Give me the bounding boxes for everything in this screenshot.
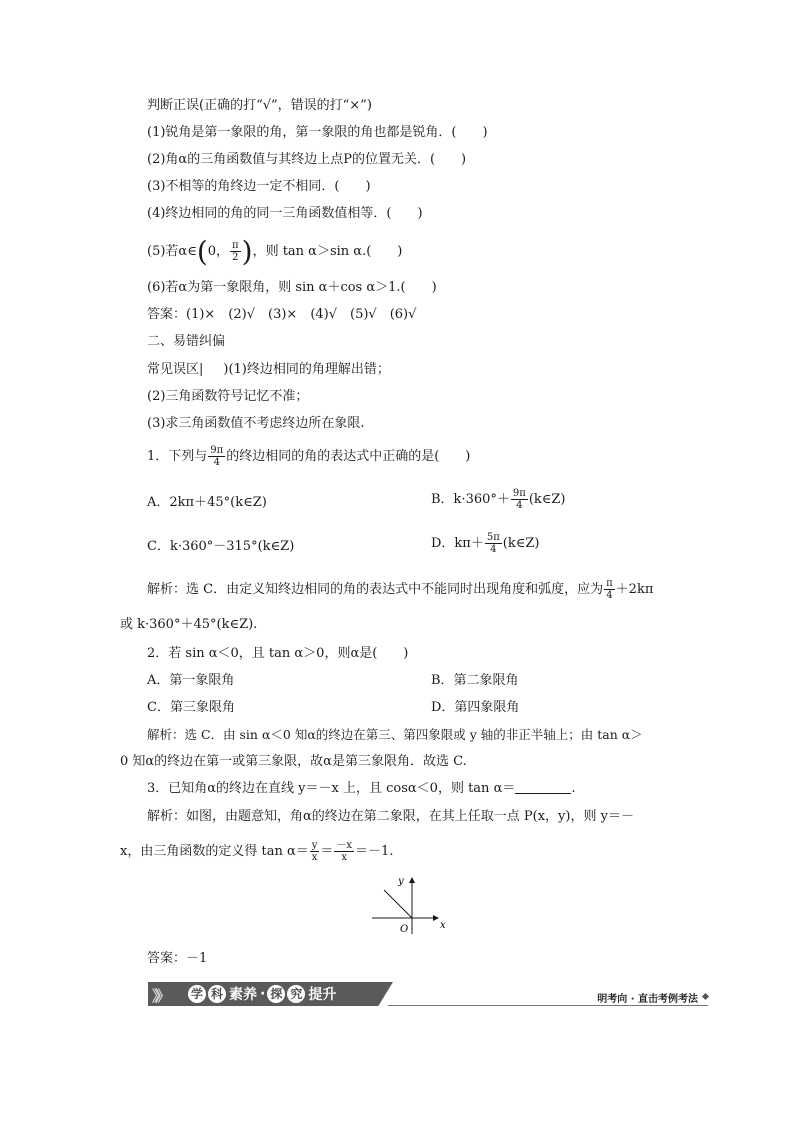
q1-option-d: D．kπ＋ $\frac{5\pi}{4}$ (k∈Z) [431,532,540,555]
common-error-2: (2)三角函数符号记忆不准； [147,389,309,404]
judge-item-6: (6)若α为第一象限角，则 sin α＋cos α＞1.( ) [147,280,437,295]
judge-item-2: (2)角α的三角函数值与其终边上点P的位置无关．( ) [147,152,467,167]
q2-solution-line-1: 解析：选 C．由 sin α＜0 知α的终边在第三、第四象限或 y 轴的非正半轴上；由 tan α＞ [147,727,643,742]
9pi-over-4-fraction-b: $\frac{9\pi}{4}$ [512,488,526,511]
q3-solution-line-2: x，由三角函数的定义得 tan α＝ $\frac{y}{x}$ ＝ $\frac{-x}{x}$ ＝－1. [120,840,394,863]
x-axis-label: x [440,920,446,931]
chevron-right-icon: 》》 [152,987,167,1005]
common-errors-label: 常见误区| [147,362,204,377]
judge-item-3: (3)不相等的角终边一定不相同．( ) [147,179,371,194]
q1-solution-line-1: 解析：选 C．由定义知终边相同的角的表达式中不能同时出现角度和弧度，应为 $\frac{\pi}{4}$ ＋2kπ [147,578,654,601]
section-banner [148,982,708,1006]
banner-title: 学 科 素养 · 探 究 提升 [188,984,337,1004]
q2-solution-line-2: 0 知α的终边在第一或第三象限，故α是第三象限角．故选 C. [120,754,467,769]
neg-x-over-x-fraction: $\frac{-x}{x}$ [336,840,353,863]
q3-solution-line-1: 解析：如图，由题意知，角α的终边在第二象限，在其上任取一点 P(x，y)，则 y＝－ [147,809,634,824]
9pi-over-4-fraction: $\frac{9\pi}{4}$ [210,445,224,468]
q2-option-a: A．第一象限角 [147,673,235,688]
q2-option-d: D．第四象限角 [431,700,520,715]
answer-blank [515,781,571,794]
judge-item-1: (1)锐角是第一象限的角，第一象限的角也都是锐角．( ) [147,125,488,140]
diamond-icon [702,993,709,1000]
pi-over-2-fraction: $\frac{\pi}{2}$ [232,240,239,263]
pi-over-4-fraction: $\frac{\pi}{4}$ [606,578,613,601]
q1-solution-line-2: 或 k·360°＋45°(k∈Z). [120,617,258,632]
q1-option-a: A．2kπ＋45°(k∈Z) [147,495,267,510]
common-error-1: )(1)终边相同的角理解出错； [223,362,390,377]
judge-item-5-interval: 0， [207,244,230,259]
judge-item-5: (5)若α∈(0， $\frac{\pi}{2}$ )，则 tan α＞sin α.( ) [147,235,403,268]
common-error-3: (3)求三角函数值不考虑终边所在象限. [147,416,365,431]
q2-stem: 2．若 sin α＜0，且 tan α＞0，则α是( ) [147,646,409,661]
judge-answer: 答案：(1)× (2)√ (3)× (4)√ (5)√ (6)√ [147,307,417,322]
5pi-over-4-fraction: $\frac{5\pi}{4}$ [486,532,500,555]
q3-stem: 3．已知角α的终边在直线 y＝－x 上，且 cosα＜0，则 tan α＝ . [147,781,576,796]
judge-item-4: (4)终边相同的角的同一三角函数值相等．( ) [147,206,423,221]
judge-item-5-suffix: ，则 tan α＞sin α.( ) [252,244,403,259]
banner-subtitle: 明考向 · 直击考例考法 [597,994,698,1005]
judge-item-5-prefix: (5)若α∈ [147,244,197,259]
q2-option-c: C．第三象限角 [147,700,235,715]
q2-option-b: B．第二象限角 [431,673,519,688]
q1-option-c: C．k·360°－315°(k∈Z) [147,539,295,554]
terminal-side [384,890,412,918]
q1-option-b: B．k·360°＋ $\frac{9\pi}{4}$ (k∈Z) [431,488,566,511]
origin-label: O [400,924,409,935]
common-errors [147,361,390,379]
q3-answer: 答案：－1 [147,951,208,966]
coordinate-diagram [368,872,452,938]
q1-stem: 1．下列与 $\frac{9\pi}{4}$ 的终边相同的角的表达式中正确的是( ) [147,445,471,468]
y-axis-label: y [398,876,404,887]
section-heading: 二、易错纠偏 [147,334,226,349]
y-over-x-fraction: $\frac{y}{x}$ [311,840,318,863]
judge-title: 判断正误(正确的打“√”，错误的打“×”) [147,98,372,113]
